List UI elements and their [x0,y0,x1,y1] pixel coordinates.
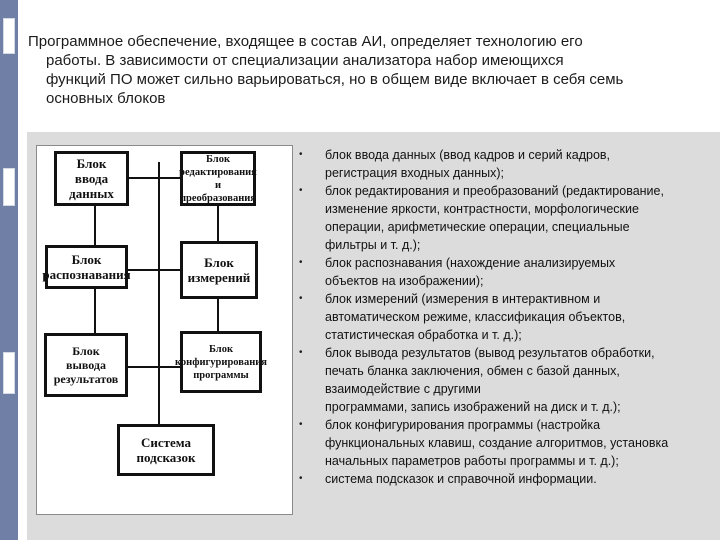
list-item-line: начальных параметров работы программы и т. д.); [325,454,619,468]
block-label: редактирования [179,166,257,178]
intro-line: функций ПО может сильно варьироваться, но в общем виде включает в себя семь [46,71,624,88]
block-label: Блок [72,344,100,358]
block-label: Блок [71,252,102,267]
list-item-line: объектов на изображении); [325,274,484,288]
list-item-line: • блок вывода результатов (вывод результатов обработки, [325,346,655,360]
intro-paragraph [28,32,718,108]
list-item-line: функциональных клавиш, создание алгоритмов, установка [325,436,669,450]
list-item [296,416,716,470]
list-item [296,146,716,182]
strip-mark [3,168,15,206]
list-item-line: взаимодействие с другими [325,382,481,396]
block-output [44,333,128,397]
strip-mark [3,352,15,394]
block-label: программы [193,369,249,381]
software-blocks-diagram [36,145,293,515]
list-item [296,254,716,290]
block-measurement [180,241,258,299]
list-item-line: • блок ввода данных (ввод кадров и серий кадров, [325,148,611,162]
left-accent-strip [0,0,18,540]
block-label: Система [140,435,192,450]
list-item-line: операции, арифметические операции, специальные [325,220,630,234]
list-item-line: • система подсказок и справочной информации. [325,472,597,486]
block-label: конфигурирования [175,356,267,368]
block-label: вывода [66,358,106,372]
intro-line: Программное обеспечение, входящее в состав АИ, определяет технологию его [28,33,583,50]
intro-line: основных блоков [46,90,166,107]
list-item-line: автоматическом режиме, классификация объектов, [325,310,626,324]
list-item-line: изменение яркости, контрастности, морфологические [325,202,639,216]
list-item-line: программами, запись изображений на диск и т. д.); [325,400,621,414]
list-item-line: • блок редактирования и преобразований (редактирование, [325,184,664,198]
block-label: Блок [76,156,107,171]
list-item-line: • блок измерений (измерения в интерактивном и [325,292,601,306]
block-label: Блок [206,153,230,165]
blocks-description-list [296,146,716,488]
block-label: Блок [204,255,234,270]
block-editing [180,151,256,206]
block-hints [117,424,215,476]
list-item [296,290,716,344]
list-item-line: фильтры и т. д.); [325,238,421,252]
intro-line: работы. В зависимости от специализации анализатора набор имеющихся [46,52,564,69]
block-label: измерений [187,270,251,285]
block-config [175,331,267,393]
block-input [54,151,129,206]
block-label: результатов [53,372,119,386]
block-label: Блок [209,343,233,355]
block-label: подсказок [136,450,196,465]
block-label: ввода данных [69,171,114,201]
strip-mark [3,18,15,54]
list-item-line: • блок конфигурирования программы (настройка [325,418,601,432]
list-item-line: регистрация входных данных); [325,166,504,180]
list-item-line: статистическая обработка и т. д.); [325,328,522,342]
block-recognition [42,245,131,289]
list-item [296,470,716,488]
list-item-line: • блок распознавания (нахождение анализируемых [325,256,616,270]
block-label: и преобразования [180,179,256,204]
block-label: распознавания [42,267,131,282]
list-item-line: печать бланка заключения, обмен с базой данных, [325,364,620,378]
list-item [296,182,716,254]
list-item [296,344,716,416]
